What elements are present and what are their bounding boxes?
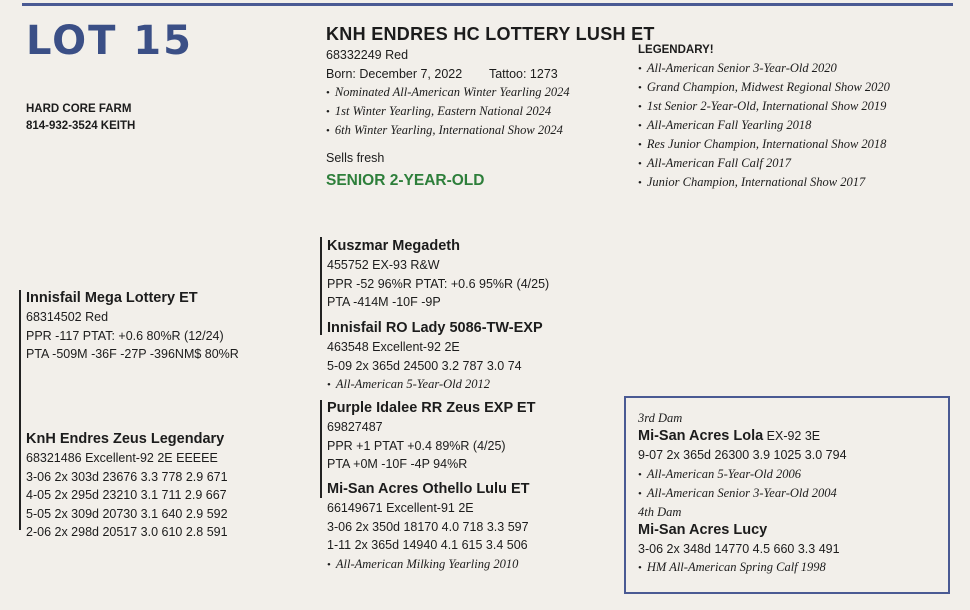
ancestor-box-content bbox=[638, 409, 847, 577]
third-dam-record: 9-07 2x 365d 26300 3.9 1025 3.0 794 bbox=[638, 448, 847, 462]
dam-line: 4-05 2x 295d 23210 3.1 711 2.9 667 bbox=[26, 488, 227, 502]
legendary-item: • Res Junior Champion, International Show 2018 bbox=[638, 135, 890, 154]
animal-honor: • 6th Winter Yearling, International Show 2024 bbox=[326, 121, 655, 140]
dam-line: 2-06 2x 298d 20517 3.0 610 2.8 591 bbox=[26, 525, 228, 539]
animal-tattoo: Tattoo: 1273 bbox=[488, 66, 558, 81]
animal-reg: 68332249 Red bbox=[326, 48, 409, 62]
sire-sire-line: 455752 EX-93 R&W bbox=[327, 258, 440, 272]
dam-dam-block bbox=[327, 480, 529, 574]
sire-line: PPR -117 PTAT: +0.6 80%R (12/24) bbox=[26, 328, 224, 343]
third-dam-honor: • All-American 5-Year-Old 2006 bbox=[638, 465, 847, 484]
third-dam-honor: • All-American Senior 3-Year-Old 2004 bbox=[638, 484, 847, 503]
pedigree-bracket-sire bbox=[320, 237, 322, 335]
sire-block bbox=[26, 289, 239, 364]
third-dam-title bbox=[638, 427, 847, 446]
animal-born-line bbox=[326, 65, 655, 84]
dam-sire-name: Purple Idalee RR Zeus EXP ET bbox=[327, 400, 536, 416]
sells-status: Sells fresh bbox=[326, 151, 385, 165]
pedigree-bracket-left bbox=[19, 290, 21, 530]
legendary-item: • All-American Senior 3-Year-Old 2020 bbox=[638, 59, 890, 78]
legendary-item: • All-American Fall Calf 2017 bbox=[638, 154, 890, 173]
third-dam-label: 3rd Dam bbox=[638, 411, 683, 425]
fourth-dam-honor: • HM All-American Spring Calf 1998 bbox=[638, 558, 847, 577]
fourth-dam-name: Mi-San Acres Lucy bbox=[638, 521, 768, 538]
consignor-phone: 814-932-3524 KEITH bbox=[26, 120, 136, 132]
sire-line: PTA -509M -36F -27P -396NM$ 80%R bbox=[26, 347, 239, 361]
legendary-item: • 1st Senior 2-Year-Old, International Show 2019 bbox=[638, 97, 890, 116]
dam-line: 68321486 Excellent-92 2E EEEEE bbox=[26, 451, 218, 465]
sire-dam-block bbox=[327, 319, 543, 394]
animal-honor: • Nominated All-American Winter Yearling 2024 bbox=[326, 83, 655, 102]
dam-dam-name: Mi-San Acres Othello Lulu ET bbox=[327, 481, 530, 497]
dam-name: KnH Endres Zeus Legendary bbox=[26, 431, 225, 447]
dam-dam-honor: • All-American Milking Yearling 2010 bbox=[327, 555, 529, 574]
dam-dam-line: 66149671 Excellent-91 2E bbox=[327, 501, 474, 515]
legendary-item: • Junior Champion, International Show 2017 bbox=[638, 173, 890, 192]
lot-number: LOT 15 bbox=[26, 18, 193, 64]
dam-line: 5-05 2x 309d 20730 3.1 640 2.9 592 bbox=[26, 506, 228, 521]
animal-block bbox=[326, 24, 655, 190]
sire-line: 68314502 Red bbox=[26, 310, 109, 324]
dam-sire-line: 69827487 bbox=[327, 420, 383, 434]
sire-name: Innisfail Mega Lottery ET bbox=[26, 290, 198, 306]
sire-dam-line: 463548 Excellent-92 2E bbox=[327, 340, 460, 354]
dam-sire-line: PTA +0M -10F -4P 94%R bbox=[327, 457, 468, 471]
legendary-block bbox=[638, 44, 890, 192]
dam-block bbox=[26, 430, 228, 542]
dam-line: 3-06 2x 303d 23676 3.3 778 2.9 671 bbox=[26, 469, 228, 484]
animal-name: KNH ENDRES HC LOTTERY LUSH ET bbox=[326, 24, 655, 44]
sire-sire-line: PTA -414M -10F -9P bbox=[327, 295, 441, 309]
animal-born: Born: December 7, 2022 bbox=[326, 66, 463, 81]
sire-dam-line: 5-09 2x 365d 24500 3.2 787 3.0 74 bbox=[327, 358, 522, 373]
animal-honor: • 1st Winter Yearling, Eastern National 2024 bbox=[326, 102, 655, 121]
legendary-heading: LEGENDARY! bbox=[638, 44, 714, 56]
dam-dam-line: 3-06 2x 350d 18170 4.0 718 3.3 597 bbox=[327, 519, 529, 534]
legendary-item: • All-American Fall Yearling 2018 bbox=[638, 116, 890, 135]
legendary-item: • Grand Champion, Midwest Regional Show 2020 bbox=[638, 78, 890, 97]
fourth-dam-record: 3-06 2x 348d 14770 4.5 660 3.3 491 bbox=[638, 541, 840, 556]
consignor-farm: HARD CORE FARM bbox=[26, 103, 132, 115]
third-dam-score: EX-92 3E bbox=[763, 429, 821, 443]
animal-class: SENIOR 2-YEAR-OLD bbox=[326, 171, 485, 189]
pedigree-bracket-dam bbox=[320, 400, 322, 498]
top-rule bbox=[22, 3, 953, 6]
sire-dam-name: Innisfail RO Lady 5086-TW-EXP bbox=[327, 320, 543, 336]
sire-sire-line: PPR -52 96%R PTAT: +0.6 95%R (4/25) bbox=[327, 276, 550, 291]
fourth-dam-label: 4th Dam bbox=[638, 504, 682, 519]
sire-sire-name: Kuszmar Megadeth bbox=[327, 238, 460, 254]
sire-dam-honor: • All-American 5-Year-Old 2012 bbox=[327, 375, 543, 394]
dam-sire-line: PPR +1 PTAT +0.4 89%R (4/25) bbox=[327, 438, 506, 453]
third-dam-name: Mi-San Acres Lola bbox=[638, 428, 764, 444]
dam-sire-block bbox=[327, 399, 535, 474]
sire-sire-block bbox=[327, 237, 549, 312]
consignor-info bbox=[26, 101, 135, 135]
dam-dam-line: 1-11 2x 365d 14940 4.1 615 3.4 506 bbox=[327, 538, 528, 552]
